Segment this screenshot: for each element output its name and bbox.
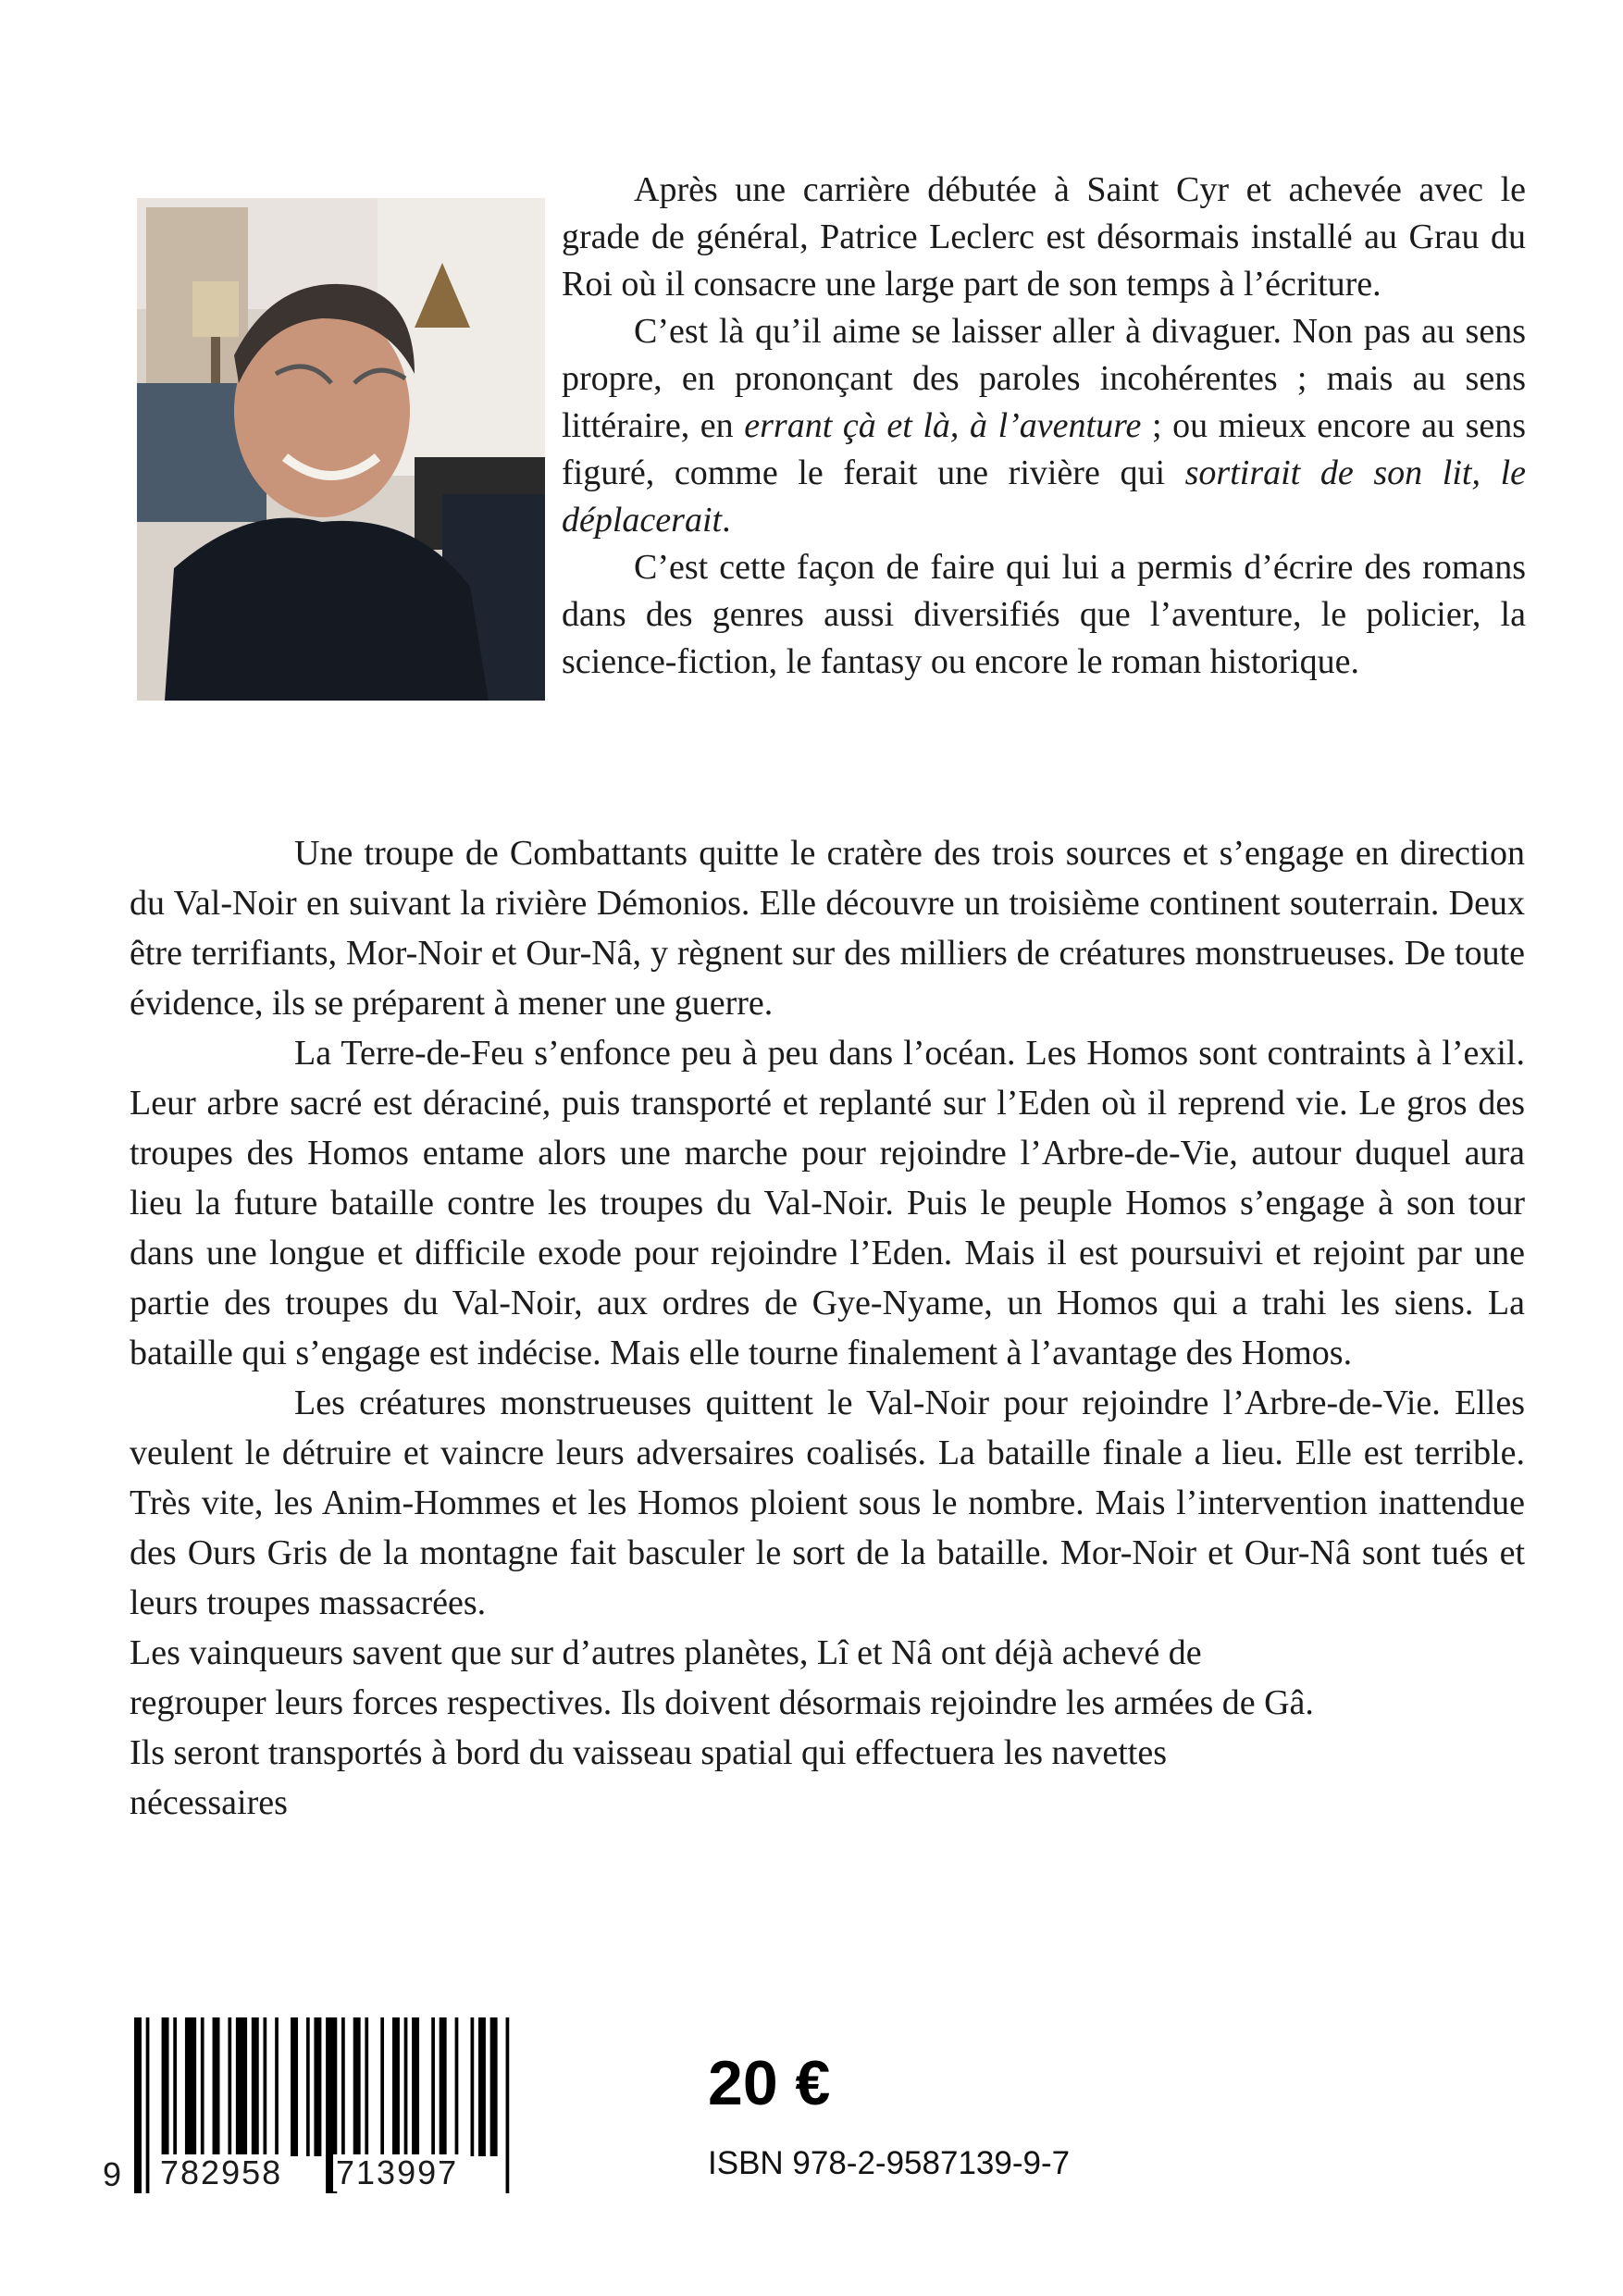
summary-p4-line-3: Ils seront transportés à bord du vaisseau spatial qui effectuera les navettes [130, 1733, 1167, 1772]
barcode-bar [213, 2017, 220, 2156]
barcode-bar [478, 2017, 486, 2156]
barcode-bar [471, 2017, 475, 2156]
barcode-bar [162, 2017, 169, 2156]
price-label: 20 € [708, 2048, 831, 2118]
book-summary [130, 828, 1525, 1828]
barcode-bar [380, 2017, 384, 2156]
bio-paragraph-3: C’est cette façon de faire qui lui a permis d’écrire des romans dans des genres aussi diversifiés que l’aventure, le policier, la science-fiction, le fantasy ou encore le roman historique. [562, 548, 1526, 681]
isbn-label: ISBN 978-2-9587139-9-7 [708, 2145, 1071, 2181]
barcode-bar [341, 2017, 345, 2156]
author-bio [562, 167, 1526, 686]
barcode-bar [263, 2017, 266, 2156]
barcode-bar [440, 2017, 447, 2156]
summary-paragraph-4 [130, 1628, 1525, 1828]
barcode-digits-right: 713997 [333, 2154, 461, 2191]
barcode-bar [236, 2017, 247, 2156]
bio-p2-text-c: . [722, 501, 731, 540]
summary-p4-line-2: regrouper leurs forces respectives. Ils doivent désormais rejoindre les armées de Gâ. [130, 1683, 1314, 1722]
barcode-bar [412, 2017, 419, 2156]
barcode-bar [146, 2017, 150, 2193]
barcode-bar [134, 2017, 142, 2193]
bio-p2-italic-a: errant çà et là, à l’aventure [744, 406, 1142, 445]
barcode-bar [353, 2017, 361, 2156]
barcode-bar [228, 2017, 231, 2156]
summary-paragraph-3: Les créatures monstrueuses quittent le Val-Noir pour rejoindre l’Arbre-de-Vie. Elles veulent le détruire et vaincre leurs adversaires coalisés. La bataille finale a lieu. Elle est terrible. Très vite, les Anim-Hommes et les Homos ploient sous le nombre. Mais l’intervention inattendue des Ours Gris de la montagne fait basculer le sort de la bataille. Mor-Noir et Our-Nâ sont tués et leurs troupes massacrées. [130, 1384, 1525, 1622]
summary-p4-line-4: nécessaires [130, 1783, 288, 1822]
barcode-bar [291, 2017, 298, 2156]
barcode-bar [173, 2017, 177, 2156]
barcode-bar [252, 2017, 259, 2156]
barcode-bar [275, 2017, 279, 2156]
bio-p2-text-b: ; ou mieux encore au sens figuré, comme le ferait une rivière qui [562, 406, 1527, 492]
barcode-bar [490, 2017, 498, 2156]
barcode-bar [455, 2017, 459, 2156]
barcode-bar [306, 2017, 310, 2156]
barcode-digits-left: 782958 [157, 2154, 285, 2191]
summary-paragraph-1: Une troupe de Combattants quitte le cratère des trois sources et s’engage en direction du Val-Noir en suivant la rivière Démonios. Elle découvre un troisième continent souterrain. Deux être terrifiants, Mor-Noir et Our-Nâ, y règnent sur des milliers de créatures monstrueuses. De toute évidence, ils se préparent à mener une guerre. [130, 834, 1525, 1023]
bio-paragraph-1: Après une carrière débutée à Saint Cyr et achevée avec le grade de général, Patrice Leclerc est désormais installé au Grau du Roi où il consacre une large part de son temps à l’écriture. [562, 170, 1526, 304]
barcode-bar [185, 2017, 196, 2156]
barcode-bar [431, 2017, 435, 2156]
barcode-bar [506, 2017, 510, 2193]
barcode-bar [314, 2017, 321, 2156]
barcode-bar [404, 2017, 408, 2156]
bio-paragraph-2 [562, 308, 1526, 544]
barcode-digit-first: 9 [100, 2156, 126, 2193]
summary-paragraph-2: La Terre-de-Feu s’enfonce peu à peu dans l’océan. Les Homos sont contraints à l’exil. Leur arbre sacré est déraciné, puis transporté et replanté sur l’Eden où il reprend vie. Le gros des troupes des Homos entame alors une marche pour rejoindre l’Arbre-de-Vie, autour duquel aura lieu la future bataille contre les troupes du Val-Noir. Puis le peuple Homos s’engage à son tour dans une longue et difficile exode pour rejoindre l’Eden. Mais il est poursuivi et rejoint par une partie des troupes du Val-Noir, aux ordres de Gye-Nyame, un Homos qui a trahi les siens. La bataille qui s’engage est indécise. Mais elle tourne finalement à l’avantage des Homos. [130, 1034, 1525, 1372]
summary-p4-line-1: Les vainqueurs savent que sur d’autres planètes, Lî et Nâ ont déjà achevé de [130, 1633, 1202, 1672]
barcode-bar [365, 2017, 368, 2156]
barcode-bar [392, 2017, 400, 2156]
author-photo [137, 198, 545, 701]
bio-p2-text-a: C’est là qu’il aime se laisser aller à divaguer. Non pas au sens propre, en prononçant des paroles incohérentes ; mais au sens littéraire, en [562, 312, 1526, 445]
bio-p2-italic-b: sortirait de son lit, le déplacerait [562, 453, 1526, 540]
barcode-bar [201, 2017, 204, 2156]
